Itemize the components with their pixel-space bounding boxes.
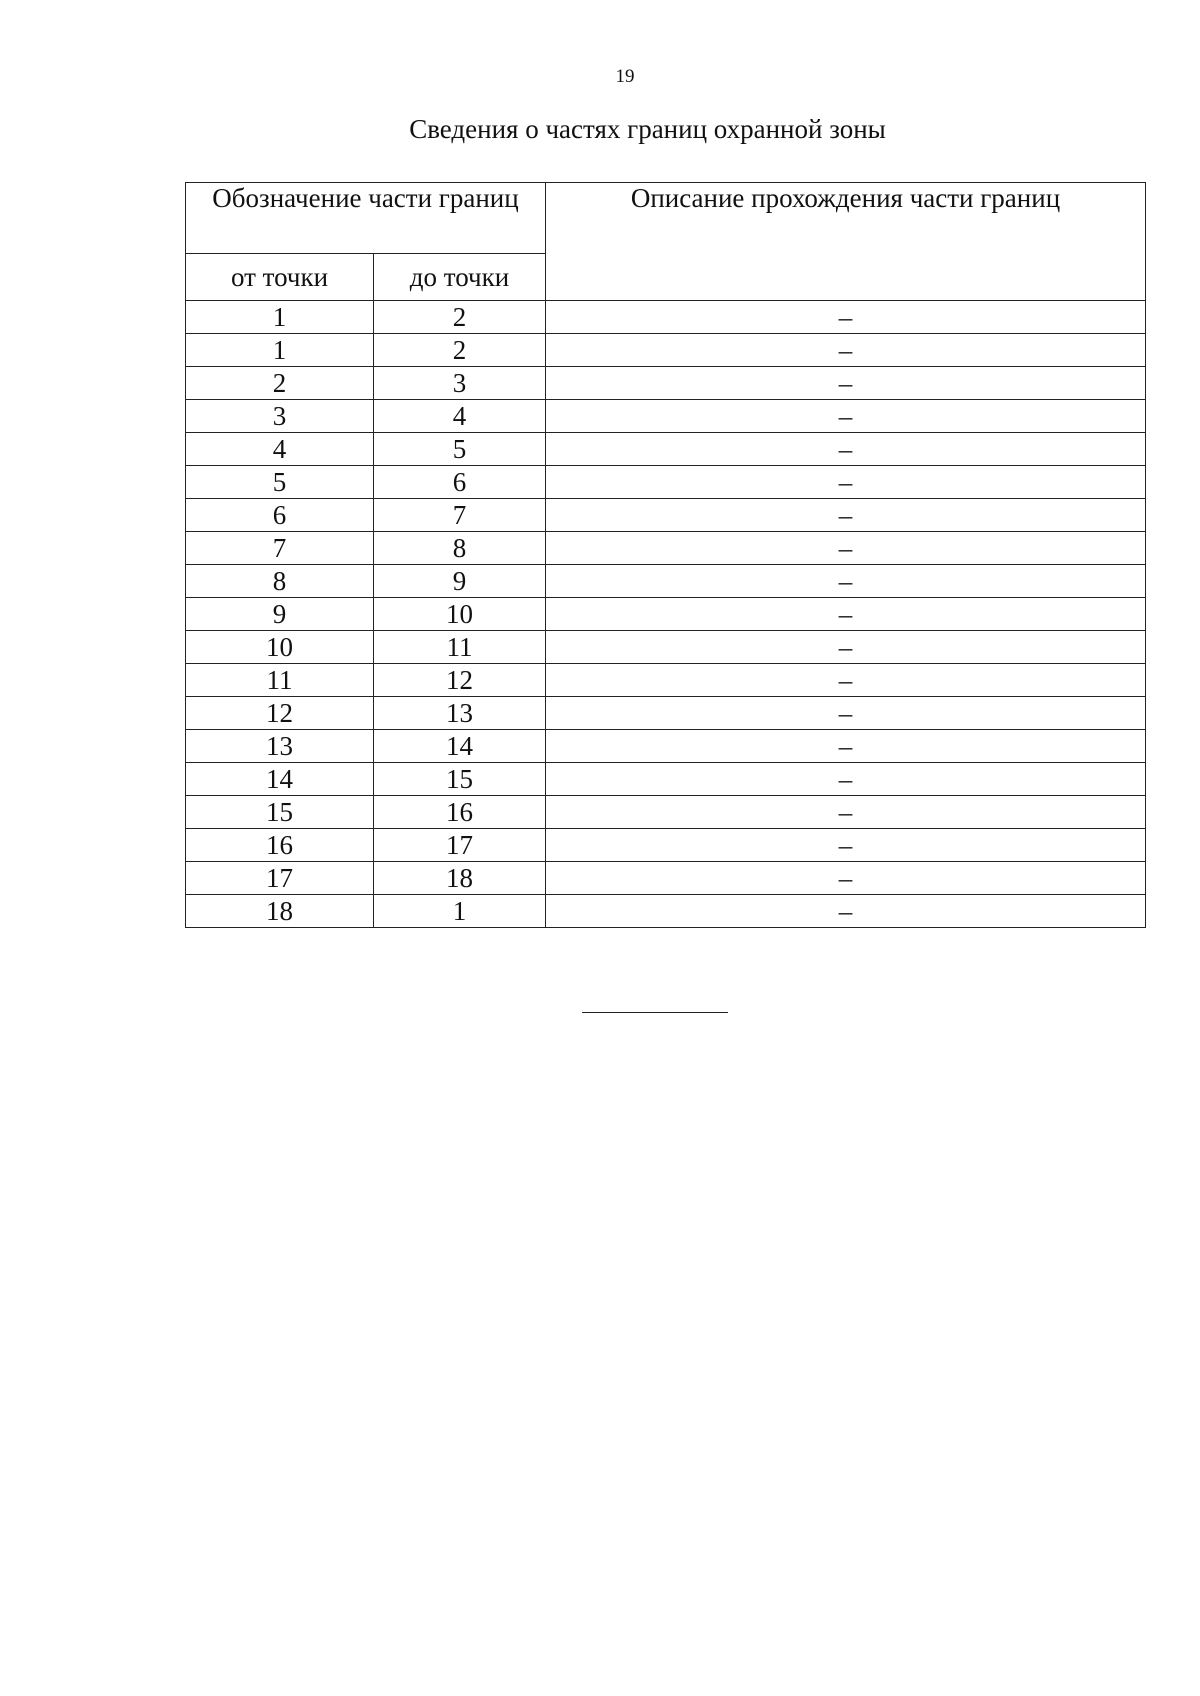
cell-from: 9 [186,598,374,631]
cell-from: 7 [186,532,374,565]
table-row [186,532,1146,565]
cell-desc: – [546,829,1146,862]
table-row [186,499,1146,532]
cell-from: 1 [186,334,374,367]
cell-from: 4 [186,433,374,466]
cell-from: 14 [186,763,374,796]
cell-desc: – [546,862,1146,895]
cell-from: 18 [186,895,374,928]
cell-desc: – [546,499,1146,532]
table-body [186,301,1146,928]
table-row [186,730,1146,763]
boundary-parts-table [185,182,1146,928]
document-title: Сведения о частях границ охранной зоны [409,114,886,144]
cell-to: 4 [374,400,546,433]
cell-desc: – [546,433,1146,466]
cell-desc: – [546,697,1146,730]
table-row [186,565,1146,598]
table-row [186,796,1146,829]
cell-from: 6 [186,499,374,532]
cell-to: 7 [374,499,546,532]
cell-from: 2 [186,367,374,400]
cell-desc: – [546,631,1146,664]
cell-desc: – [546,334,1146,367]
cell-desc: – [546,532,1146,565]
cell-from: 10 [186,631,374,664]
table-row [186,631,1146,664]
cell-desc: – [546,664,1146,697]
cell-from: 15 [186,796,374,829]
table-row [186,763,1146,796]
header-boundary-description: Описание прохождения части границ [546,183,1146,301]
cell-to: 10 [374,598,546,631]
table-row [186,895,1146,928]
cell-desc: – [546,400,1146,433]
cell-from: 3 [186,400,374,433]
header-boundary-designation: Обозначение части границ [186,183,546,254]
cell-to: 5 [374,433,546,466]
cell-from: 8 [186,565,374,598]
table-row [186,466,1146,499]
cell-to: 9 [374,565,546,598]
cell-from: 13 [186,730,374,763]
cell-to: 2 [374,334,546,367]
cell-desc: – [546,598,1146,631]
cell-to: 13 [374,697,546,730]
table-row [186,367,1146,400]
cell-to: 17 [374,829,546,862]
cell-to: 16 [374,796,546,829]
cell-from: 5 [186,466,374,499]
cell-to: 18 [374,862,546,895]
cell-to: 12 [374,664,546,697]
table-row [186,598,1146,631]
table-row [186,664,1146,697]
cell-to: 1 [374,895,546,928]
cell-desc: – [546,796,1146,829]
cell-desc: – [546,367,1146,400]
cell-desc: – [546,763,1146,796]
table-row [186,862,1146,895]
cell-from: 16 [186,829,374,862]
cell-desc: – [546,895,1146,928]
cell-to: 14 [374,730,546,763]
table-row [186,433,1146,466]
table-row [186,697,1146,730]
cell-to: 3 [374,367,546,400]
cell-from: 1 [186,301,374,334]
header-from-point: от точки [186,254,374,301]
cell-to: 15 [374,763,546,796]
cell-to: 6 [374,466,546,499]
cell-from: 12 [186,697,374,730]
table-row [186,400,1146,433]
cell-to: 2 [374,301,546,334]
cell-desc: – [546,565,1146,598]
table-row [186,829,1146,862]
cell-from: 11 [186,664,374,697]
cell-desc: – [546,466,1146,499]
cell-to: 8 [374,532,546,565]
closing-rule [582,1012,728,1013]
table-row [186,301,1146,334]
cell-desc: – [546,301,1146,334]
header-to-point: до точки [374,254,546,301]
table-row [186,334,1146,367]
cell-from: 17 [186,862,374,895]
cell-to: 11 [374,631,546,664]
cell-desc: – [546,730,1146,763]
page-number: 19 [615,66,635,87]
